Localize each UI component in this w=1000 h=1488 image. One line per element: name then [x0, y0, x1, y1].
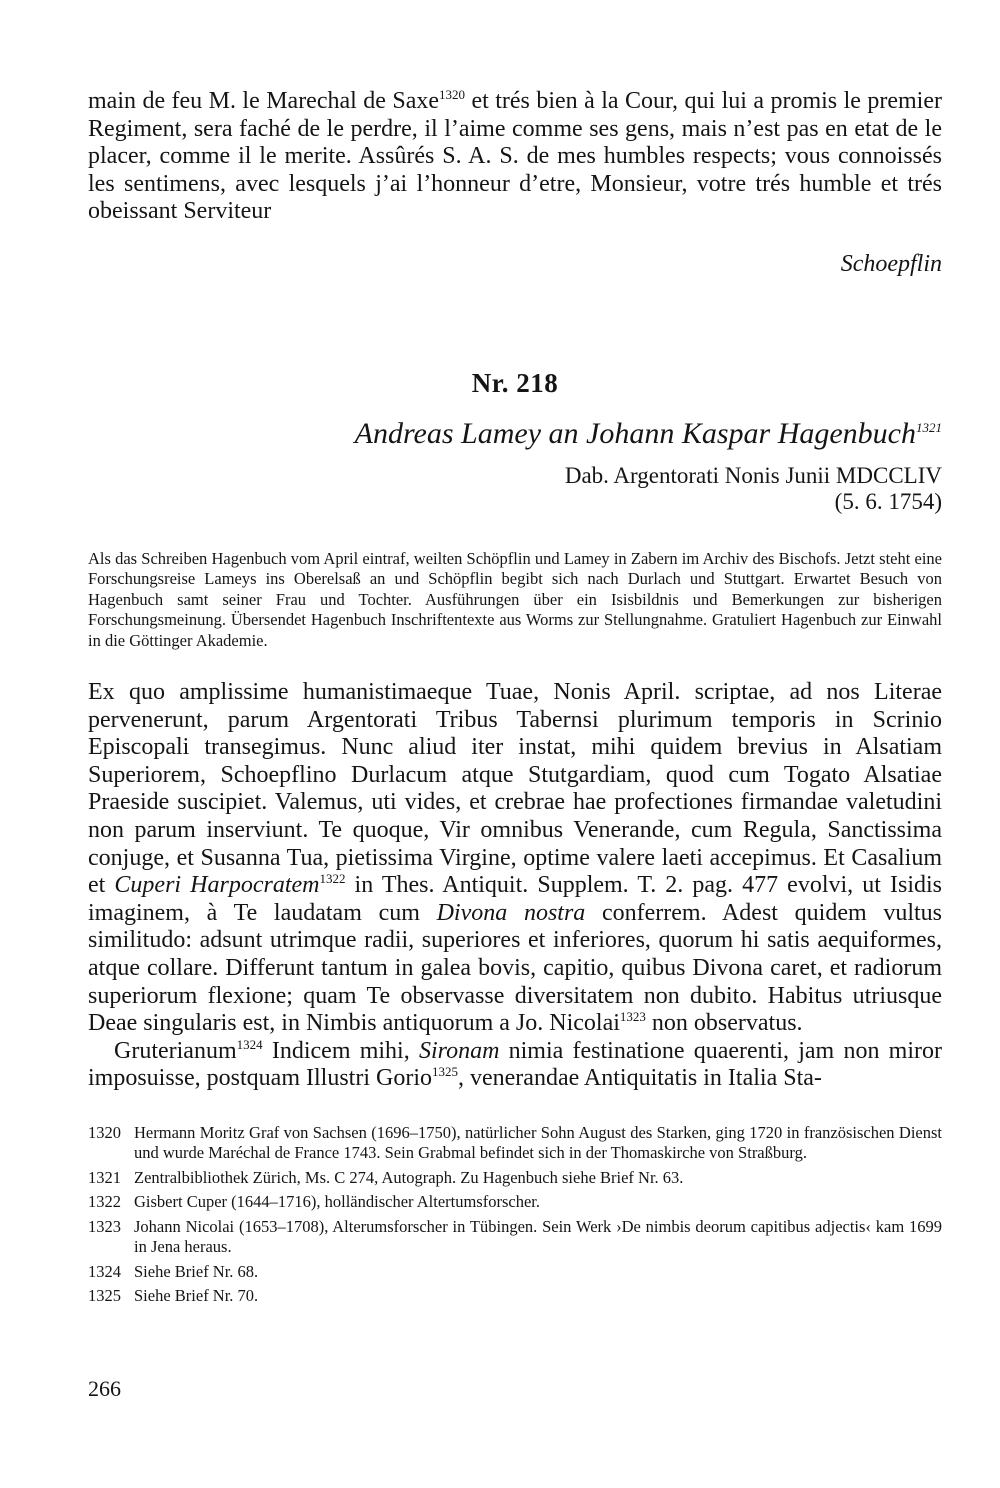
text-run: non observatus.	[645, 1010, 803, 1037]
text-run: in Thes. Antiquit. Supplem. T. 2. pag. 477 evolvi, ut Isidis imaginem, à Te laudatam cum	[88, 872, 942, 926]
footnote-text: Hermann Moritz Graf von Sachsen (1696–1750), natürlicher Sohn August des Starken, ging 1720 in französischen Dienst und wurde Maréchal de France 1743. Sein Grabmal befindet sich in der Thomaskirche von Straßburg.	[134, 1122, 942, 1163]
footnotes	[88, 1123, 942, 1307]
footnote-number: 1324	[88, 1261, 121, 1281]
page-content	[88, 88, 942, 1311]
letter-address	[88, 417, 942, 451]
text-run: , venerandae Antiquitatis in Italia Sta-	[458, 1065, 822, 1092]
body-paragraph	[88, 679, 942, 1038]
letter-body	[88, 679, 942, 1093]
footnote-number: 1320	[88, 1122, 121, 1142]
footnote-text: Gisbert Cuper (1644–1716), holländischer Altertumsforscher.	[134, 1192, 540, 1212]
footnote-number: 1323	[88, 1216, 121, 1236]
text-run: et trés bien à la Cour, qui lui a promis le premier Regiment, sera faché de le perdre, il l’aime comme ses gens, mais n’est pas en etat de le placer, comme il le merite. Assûrés S. A. S. de mes humbles respects; vous connoissés les sentimens, avec lesquels j’ai l’honneur d’etre, Monsieur, votre trés humble et trés obeissant Serviteur	[88, 88, 942, 224]
footnote-ref: 1324	[236, 1036, 263, 1052]
footnote-ref: 1322	[319, 871, 346, 887]
footnote	[88, 1262, 942, 1283]
footnote	[88, 1168, 942, 1189]
text-run: nimia festinatione quaerenti, jam non miror imposuisse, postquam Illustri Gorio	[88, 1037, 942, 1092]
text-run: Ex quo amplissime humanistimaeque Tuae, Nonis April. scriptae, ad nos Literae pervenerunt, parum Argentorati Tribus Tabernsi plurimum temporis in Scrinio Episcopali transegimus. Nunc aliud iter instat, mihi quidem brevius in Alsatiam Superiorem, Schoepflino Durlacum atque Stutgardiam, quod cum Togato Alsatiae Praeside suscipiet. Valemus, uti vides, et crebrae hae profectiones firmandae valetudini non parum inserviunt. Te quoque, Vir omnibus Venerande, cum Regula, Sanctissima conjuge, et Susanna Tua, pietissima Virgine, optime valere laeti accepimus. Et Casalium et	[88, 679, 942, 899]
page-number: 266	[88, 1376, 121, 1401]
footnote-number: 1325	[88, 1286, 121, 1306]
footnote-text: Siehe Brief Nr. 70.	[134, 1286, 259, 1306]
footnote	[88, 1217, 942, 1258]
footnote-ref: 1323	[619, 1009, 646, 1025]
footnote-ref: 1320	[439, 87, 466, 102]
footnote-text: Johann Nicolai (1653–1708), Alterumsforscher in Tübingen. Sein Werk ›De nimbis deorum capitibus adjectis‹ kam 1699 in Jena heraus.	[134, 1216, 942, 1257]
letter-number: Nr. 218	[471, 367, 559, 398]
footnote-number: 1322	[88, 1192, 121, 1212]
address-text: Andreas Lamey an Johann Kaspar Hagenbuch	[354, 416, 916, 450]
footnote-number: 1321	[88, 1167, 121, 1187]
italic-text: Sironam	[418, 1037, 500, 1064]
footnote-ref: 1325	[432, 1064, 458, 1080]
footnote	[88, 1123, 942, 1164]
letter-summary: Als das Schreiben Hagenbuch vom April eintraf, weilten Schöpflin und Lamey in Zabern im Archiv des Bischofs. Jetzt steht eine Forschungsreise Lameys ins Oberelsaß an und Schöpflin begibt sich nach Durlach und Stuttgart. Erwartet Besuch von Hagenbuch samt seiner Frau und Tochter. Ausführungen über ein Isisbildnis und Bemerkungen zur bisherigen Forschungsmeinung. Übersendet Hagenbuch Inschriftentexte aus Worms zur Stellungnahme. Gratuliert Hagenbuch zur Einwahl in die Göttinger Akademie.	[88, 548, 942, 650]
signature: Schoepflin	[840, 250, 942, 277]
text-run: conferrem. Adest quidem vultus similitudo: adsunt utrimque radii, superiores et inferiores, quorum hi satis aequiformes, atque collare. Differunt tantum in galea bovis, capitio, quibus Divona caret, et radiorum superiorum flexione; quam Te observasse diversitatem non dubito. Habitus utriusque Deae singularis est, in Nimbis antiquorum a Jo. Nicolai	[88, 899, 943, 1037]
footnote	[88, 1192, 942, 1213]
footnote-ref: 1321	[916, 419, 942, 435]
text-run: Indicem mihi,	[262, 1037, 419, 1064]
text-run: Gruterianum	[114, 1037, 237, 1064]
text-run: main de feu M. le Marechal de Saxe	[88, 88, 440, 114]
footnote-text: Zentralbibliothek Zürich, Ms. C 274, Autograph. Zu Hagenbuch siehe Brief Nr. 63.	[134, 1167, 684, 1187]
italic-text: Divona nostra	[436, 899, 586, 926]
letter-date: Dab. Argentorati Nonis Junii MDCCLIV	[564, 462, 942, 488]
letter-date-modern: (5. 6. 1754)	[834, 488, 942, 514]
footnote	[88, 1286, 942, 1307]
continued-letter-text	[88, 88, 942, 226]
body-paragraph	[88, 1038, 942, 1093]
italic-text: Cuperi Harpocratem	[114, 872, 320, 899]
footnote-text: Siehe Brief Nr. 68.	[134, 1261, 259, 1281]
